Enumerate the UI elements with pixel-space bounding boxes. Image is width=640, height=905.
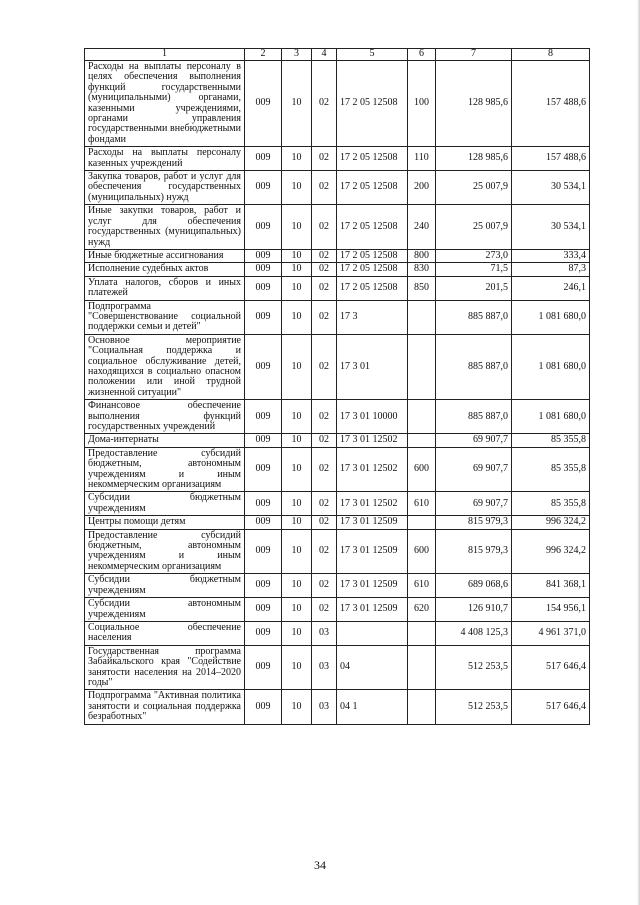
subsection-code: 02 xyxy=(312,434,337,447)
ved-code: 009 xyxy=(245,205,282,250)
table-row xyxy=(85,249,590,262)
table-row xyxy=(85,300,590,334)
amount-year-1: 815 979,3 xyxy=(436,516,512,529)
section-code: 10 xyxy=(282,434,312,447)
subsection-code: 03 xyxy=(312,645,337,690)
target-article-code: 17 2 05 12508 xyxy=(337,147,408,171)
amount-year-2: 841 368,1 xyxy=(512,574,590,598)
section-code: 10 xyxy=(282,334,312,399)
amount-year-2: 996 324,2 xyxy=(512,516,590,529)
amount-year-1: 512 253,5 xyxy=(436,690,512,724)
section-code: 10 xyxy=(282,529,312,574)
ved-code: 009 xyxy=(245,529,282,574)
target-article-code: 17 3 01 12502 xyxy=(337,434,408,447)
expense-type-code xyxy=(408,400,436,434)
ved-code: 009 xyxy=(245,334,282,399)
amount-year-1: 512 253,5 xyxy=(436,645,512,690)
expense-type-code: 200 xyxy=(408,171,436,205)
subsection-code: 02 xyxy=(312,61,337,147)
section-code: 10 xyxy=(282,61,312,147)
section-code: 10 xyxy=(282,621,312,645)
table-row xyxy=(85,171,590,205)
target-article-code: 17 3 01 xyxy=(337,334,408,399)
table-header-row xyxy=(85,49,590,61)
target-article-code: 17 2 05 12508 xyxy=(337,205,408,250)
row-name: Дома-интернаты xyxy=(85,434,245,447)
target-article-code: 17 3 01 10000 xyxy=(337,400,408,434)
expense-type-code: 850 xyxy=(408,276,436,300)
table-row xyxy=(85,147,590,171)
column-header: 5 xyxy=(337,49,408,61)
amount-year-1: 689 068,6 xyxy=(436,574,512,598)
target-article-code: 17 3 01 12509 xyxy=(337,574,408,598)
amount-year-2: 85 355,8 xyxy=(512,492,590,516)
row-name: Финансовое обеспечение выполнения функций государственных учреждений xyxy=(85,400,245,434)
ved-code: 009 xyxy=(245,171,282,205)
ved-code: 009 xyxy=(245,645,282,690)
amount-year-2: 517 646,4 xyxy=(512,690,590,724)
amount-year-2: 157 488,6 xyxy=(512,61,590,147)
target-article-code: 17 2 05 12508 xyxy=(337,171,408,205)
ved-code: 009 xyxy=(245,61,282,147)
target-article-code: 17 2 05 12508 xyxy=(337,249,408,262)
expense-type-code xyxy=(408,334,436,399)
amount-year-1: 69 907,7 xyxy=(436,492,512,516)
amount-year-1: 273,0 xyxy=(436,249,512,262)
amount-year-1: 201,5 xyxy=(436,276,512,300)
subsection-code: 02 xyxy=(312,492,337,516)
target-article-code: 17 2 05 12508 xyxy=(337,61,408,147)
expense-type-code: 100 xyxy=(408,61,436,147)
section-code: 10 xyxy=(282,147,312,171)
section-code: 10 xyxy=(282,205,312,250)
ved-code: 009 xyxy=(245,516,282,529)
amount-year-1: 25 007,9 xyxy=(436,171,512,205)
expense-type-code: 800 xyxy=(408,249,436,262)
column-header: 2 xyxy=(245,49,282,61)
target-article-code: 17 3 01 12502 xyxy=(337,447,408,492)
subsection-code: 02 xyxy=(312,147,337,171)
row-name: Основное мероприятие "Социальная поддержка и социальное обслуживание детей, находящихся в социально опасном положении или иной трудной жизненной ситуации" xyxy=(85,334,245,399)
expense-type-code: 830 xyxy=(408,263,436,276)
amount-year-2: 1 081 680,0 xyxy=(512,300,590,334)
ved-code: 009 xyxy=(245,276,282,300)
section-code: 10 xyxy=(282,645,312,690)
amount-year-1: 885 887,0 xyxy=(436,334,512,399)
amount-year-1: 815 979,3 xyxy=(436,529,512,574)
table-row xyxy=(85,598,590,622)
ved-code: 009 xyxy=(245,434,282,447)
subsection-code: 02 xyxy=(312,300,337,334)
row-name: Уплата налогов, сборов и иных платежей xyxy=(85,276,245,300)
subsection-code: 03 xyxy=(312,621,337,645)
row-name: Подпрограмма "Совершенствование социальной поддержки семьи и детей" xyxy=(85,300,245,334)
table-row xyxy=(85,574,590,598)
subsection-code: 02 xyxy=(312,334,337,399)
row-name: Закупка товаров, работ и услуг для обеспечения государственных (муниципальных) нужд xyxy=(85,171,245,205)
subsection-code: 02 xyxy=(312,598,337,622)
target-article-code: 17 3 01 12509 xyxy=(337,529,408,574)
target-article-code xyxy=(337,621,408,645)
section-code: 10 xyxy=(282,492,312,516)
table-body xyxy=(85,61,590,725)
amount-year-1: 71,5 xyxy=(436,263,512,276)
subsection-code: 02 xyxy=(312,516,337,529)
subsection-code: 02 xyxy=(312,529,337,574)
table-row xyxy=(85,621,590,645)
amount-year-2: 333,4 xyxy=(512,249,590,262)
row-name: Субсидии автономным учреждениям xyxy=(85,598,245,622)
ved-code: 009 xyxy=(245,492,282,516)
amount-year-1: 69 907,7 xyxy=(436,434,512,447)
table-row xyxy=(85,447,590,492)
target-article-code: 17 3 01 12509 xyxy=(337,516,408,529)
row-name: Социальное обеспечение населения xyxy=(85,621,245,645)
table-row xyxy=(85,529,590,574)
target-article-code: 04 xyxy=(337,645,408,690)
amount-year-2: 85 355,8 xyxy=(512,434,590,447)
subsection-code: 02 xyxy=(312,171,337,205)
ved-code: 009 xyxy=(245,249,282,262)
row-name: Иные бюджетные ассигнования xyxy=(85,249,245,262)
amount-year-2: 517 646,4 xyxy=(512,645,590,690)
section-code: 10 xyxy=(282,171,312,205)
target-article-code: 17 3 xyxy=(337,300,408,334)
amount-year-2: 996 324,2 xyxy=(512,529,590,574)
column-header: 3 xyxy=(282,49,312,61)
table-row xyxy=(85,645,590,690)
amount-year-1: 25 007,9 xyxy=(436,205,512,250)
amount-year-1: 69 907,7 xyxy=(436,447,512,492)
row-name: Расходы на выплаты персоналу казенных учреждений xyxy=(85,147,245,171)
amount-year-1: 885 887,0 xyxy=(436,400,512,434)
section-code: 10 xyxy=(282,447,312,492)
amount-year-2: 30 534,1 xyxy=(512,205,590,250)
ved-code: 009 xyxy=(245,300,282,334)
row-name: Предоставление субсидий бюджетным, автономным учреждениям и иным некоммерческим организациям xyxy=(85,529,245,574)
ved-code: 009 xyxy=(245,263,282,276)
ved-code: 009 xyxy=(245,621,282,645)
column-header: 1 xyxy=(85,49,245,61)
expense-type-code: 620 xyxy=(408,598,436,622)
expense-type-code xyxy=(408,516,436,529)
subsection-code: 02 xyxy=(312,276,337,300)
target-article-code: 17 2 05 12508 xyxy=(337,263,408,276)
expense-type-code: 610 xyxy=(408,574,436,598)
ved-code: 009 xyxy=(245,574,282,598)
row-name: Субсидии бюджетным учреждениям xyxy=(85,492,245,516)
amount-year-2: 1 081 680,0 xyxy=(512,334,590,399)
row-name: Иные закупки товаров, работ и услуг для обеспечения государственных (муниципальных) нужд xyxy=(85,205,245,250)
section-code: 10 xyxy=(282,598,312,622)
table-row xyxy=(85,263,590,276)
row-name: Государственная программа Забайкальского края "Содействие занятости населения на 2014–2020 годы" xyxy=(85,645,245,690)
amount-year-1: 128 985,6 xyxy=(436,61,512,147)
section-code: 10 xyxy=(282,249,312,262)
row-name: Предоставление субсидий бюджетным, автономным учреждениям и иным некоммерческим организациям xyxy=(85,447,245,492)
expense-type-code: 240 xyxy=(408,205,436,250)
table-row xyxy=(85,205,590,250)
table-row xyxy=(85,434,590,447)
section-code: 10 xyxy=(282,400,312,434)
table-row xyxy=(85,690,590,724)
subsection-code: 03 xyxy=(312,690,337,724)
expense-type-code xyxy=(408,434,436,447)
table-row xyxy=(85,516,590,529)
expense-type-code xyxy=(408,690,436,724)
table-row xyxy=(85,400,590,434)
section-code: 10 xyxy=(282,276,312,300)
amount-year-2: 30 534,1 xyxy=(512,171,590,205)
expense-type-code xyxy=(408,621,436,645)
ved-code: 009 xyxy=(245,598,282,622)
ved-code: 009 xyxy=(245,447,282,492)
target-article-code: 17 2 05 12508 xyxy=(337,276,408,300)
table-row xyxy=(85,61,590,147)
expense-type-code: 110 xyxy=(408,147,436,171)
amount-year-2: 246,1 xyxy=(512,276,590,300)
amount-year-2: 154 956,1 xyxy=(512,598,590,622)
target-article-code: 17 3 01 12509 xyxy=(337,598,408,622)
ved-code: 009 xyxy=(245,400,282,434)
row-name: Субсидии бюджетным учреждениям xyxy=(85,574,245,598)
table-row xyxy=(85,334,590,399)
page-number: 34 xyxy=(314,858,326,872)
column-header: 4 xyxy=(312,49,337,61)
amount-year-1: 126 910,7 xyxy=(436,598,512,622)
ved-code: 009 xyxy=(245,147,282,171)
column-header: 6 xyxy=(408,49,436,61)
subsection-code: 02 xyxy=(312,263,337,276)
row-name: Расходы на выплаты персоналу в целях обеспечения выполнения функций государственными (муниципальными) органами, казенными учреждениями, органами управления государственными внебюджетными фондами xyxy=(85,61,245,147)
amount-year-2: 87,3 xyxy=(512,263,590,276)
ved-code: 009 xyxy=(245,690,282,724)
expense-type-code xyxy=(408,645,436,690)
subsection-code: 02 xyxy=(312,249,337,262)
subsection-code: 02 xyxy=(312,400,337,434)
target-article-code: 04 1 xyxy=(337,690,408,724)
amount-year-2: 85 355,8 xyxy=(512,447,590,492)
section-code: 10 xyxy=(282,690,312,724)
target-article-code: 17 3 01 12502 xyxy=(337,492,408,516)
row-name: Центры помощи детям xyxy=(85,516,245,529)
subsection-code: 02 xyxy=(312,205,337,250)
row-name: Подпрограмма "Активная политика занятости и социальная поддержка безработных" xyxy=(85,690,245,724)
subsection-code: 02 xyxy=(312,447,337,492)
amount-year-1: 128 985,6 xyxy=(436,147,512,171)
section-code: 10 xyxy=(282,300,312,334)
amount-year-2: 1 081 680,0 xyxy=(512,400,590,434)
amount-year-2: 157 488,6 xyxy=(512,147,590,171)
amount-year-1: 4 408 125,3 xyxy=(436,621,512,645)
row-name: Исполнение судебных актов xyxy=(85,263,245,276)
amount-year-1: 885 887,0 xyxy=(436,300,512,334)
table-row xyxy=(85,276,590,300)
table-row xyxy=(85,492,590,516)
column-header: 7 xyxy=(436,49,512,61)
subsection-code: 02 xyxy=(312,574,337,598)
column-header: 8 xyxy=(512,49,590,61)
expense-type-code: 600 xyxy=(408,529,436,574)
budget-table xyxy=(84,48,590,725)
section-code: 10 xyxy=(282,263,312,276)
expense-type-code: 610 xyxy=(408,492,436,516)
section-code: 10 xyxy=(282,574,312,598)
amount-year-2: 4 961 371,0 xyxy=(512,621,590,645)
expense-type-code xyxy=(408,300,436,334)
section-code: 10 xyxy=(282,516,312,529)
expense-type-code: 600 xyxy=(408,447,436,492)
